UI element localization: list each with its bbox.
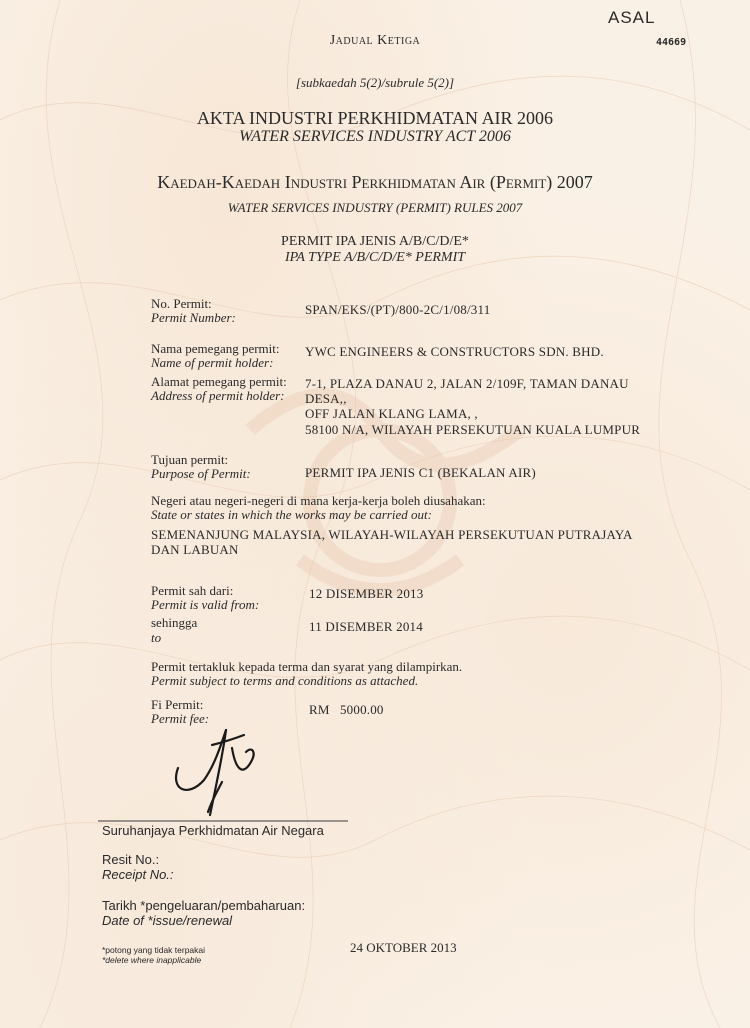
valid-from-label-ms: Permit sah dari: — [151, 583, 234, 598]
holder-address-label-ms: Alamat pemegang permit: — [151, 374, 287, 389]
asal-stamp: ASAL — [608, 8, 656, 27]
valid-from-value: 12 DISEMBER 2013 — [309, 586, 424, 601]
date-label-en: Date of *issue/renewal — [102, 913, 233, 928]
date-label-ms: Tarikh *pengeluaran/pembaharuan: — [102, 898, 306, 913]
footnote-ms: *potong yang tidak terpakai — [102, 945, 206, 955]
valid-from-label-en: Permit is valid from: — [151, 597, 260, 612]
subrule-reference: [subkaedah 5(2)/subrule 5(2)] — [295, 75, 455, 90]
act-title-ms: AKTA INDUSTRI PERKHIDMATAN AIR 2006 — [196, 108, 554, 128]
holder-address-label-en: Address of permit holder: — [151, 388, 285, 403]
permit-number-label-ms: No. Permit: — [151, 296, 212, 311]
schedule-heading: Jadual Ketiga — [329, 33, 421, 48]
permit-type-ms: PERMIT IPA JENIS A/B/C/D/E* — [281, 234, 469, 249]
footnote-en: *delete where inapplicable — [102, 955, 202, 965]
holder-address-line-3: OFF JALAN KLANG LAMA, , — [305, 406, 478, 421]
holder-name-label-ms: Nama pemegang permit: — [151, 341, 280, 356]
valid-to-value: 11 DISEMBER 2014 — [309, 619, 423, 634]
holder-address-line-2: DESA,, — [305, 391, 347, 406]
act-title-en: WATER SERVICES INDUSTRY ACT 2006 — [239, 128, 511, 145]
valid-to-label-en: to — [151, 630, 162, 645]
states-label-ms: Negeri atau negeri-negeri di mana kerja-kerja boleh diusahakan: — [151, 493, 486, 508]
receipt-label-en: Receipt No.: — [102, 867, 174, 882]
serial-number: 44669 — [656, 37, 687, 48]
issue-date-value: 24 OKTOBER 2013 — [350, 940, 457, 955]
fee-label-en: Permit fee: — [151, 711, 210, 726]
receipt-label-ms: Resit No.: — [102, 852, 160, 867]
authority-name: Suruhanjaya Perkhidmatan Air Negara — [102, 823, 324, 838]
purpose-value: PERMIT IPA JENIS C1 (BEKALAN AIR) — [305, 465, 536, 480]
fee-label-ms: Fi Permit: — [151, 697, 204, 712]
holder-address-line-4: 58100 N/A, WILAYAH PERSEKUTUAN KUALA LUMPUR — [305, 422, 641, 437]
states-line-1: SEMENANJUNG MALAYSIA, WILAYAH-WILAYAH PERSEKUTUAN PUTRAJAYA — [151, 527, 633, 542]
fee-value: RM 5000.00 — [309, 702, 384, 717]
permit-type-en: IPA TYPE A/B/C/D/E* PERMIT — [284, 250, 466, 265]
rules-title-en: WATER SERVICES INDUSTRY (PERMIT) RULES 2007 — [227, 200, 523, 215]
terms-ms: Permit tertakluk kepada terma dan syarat yang dilampirkan. — [151, 659, 463, 674]
holder-address-line-1: 7-1, PLAZA DANAU 2, JALAN 2/109F, TAMAN DANAU — [305, 376, 629, 391]
valid-to-label-ms: sehingga — [151, 615, 198, 630]
purpose-label-en: Purpose of Permit: — [151, 466, 251, 481]
permit-number-label-en: Permit Number: — [151, 310, 236, 325]
purpose-label-ms: Tujuan permit: — [151, 452, 229, 467]
holder-name-value: YWC ENGINEERS & CONSTRUCTORS SDN. BHD. — [305, 344, 604, 359]
holder-name-label-en: Name of permit holder: — [151, 355, 274, 370]
states-line-2: DAN LABUAN — [151, 542, 239, 557]
rules-title-ms: Kaedah-Kaedah Industri Perkhidmatan Air (Permit) 2007 — [157, 172, 593, 192]
signature — [176, 730, 254, 815]
states-label-en: State or states in which the works may be carried out: — [151, 507, 432, 522]
terms-en: Permit subject to terms and conditions as attached. — [151, 673, 419, 688]
permit-number-value: SPAN/EKS/(PT)/800-2C/1/08/311 — [305, 302, 491, 317]
